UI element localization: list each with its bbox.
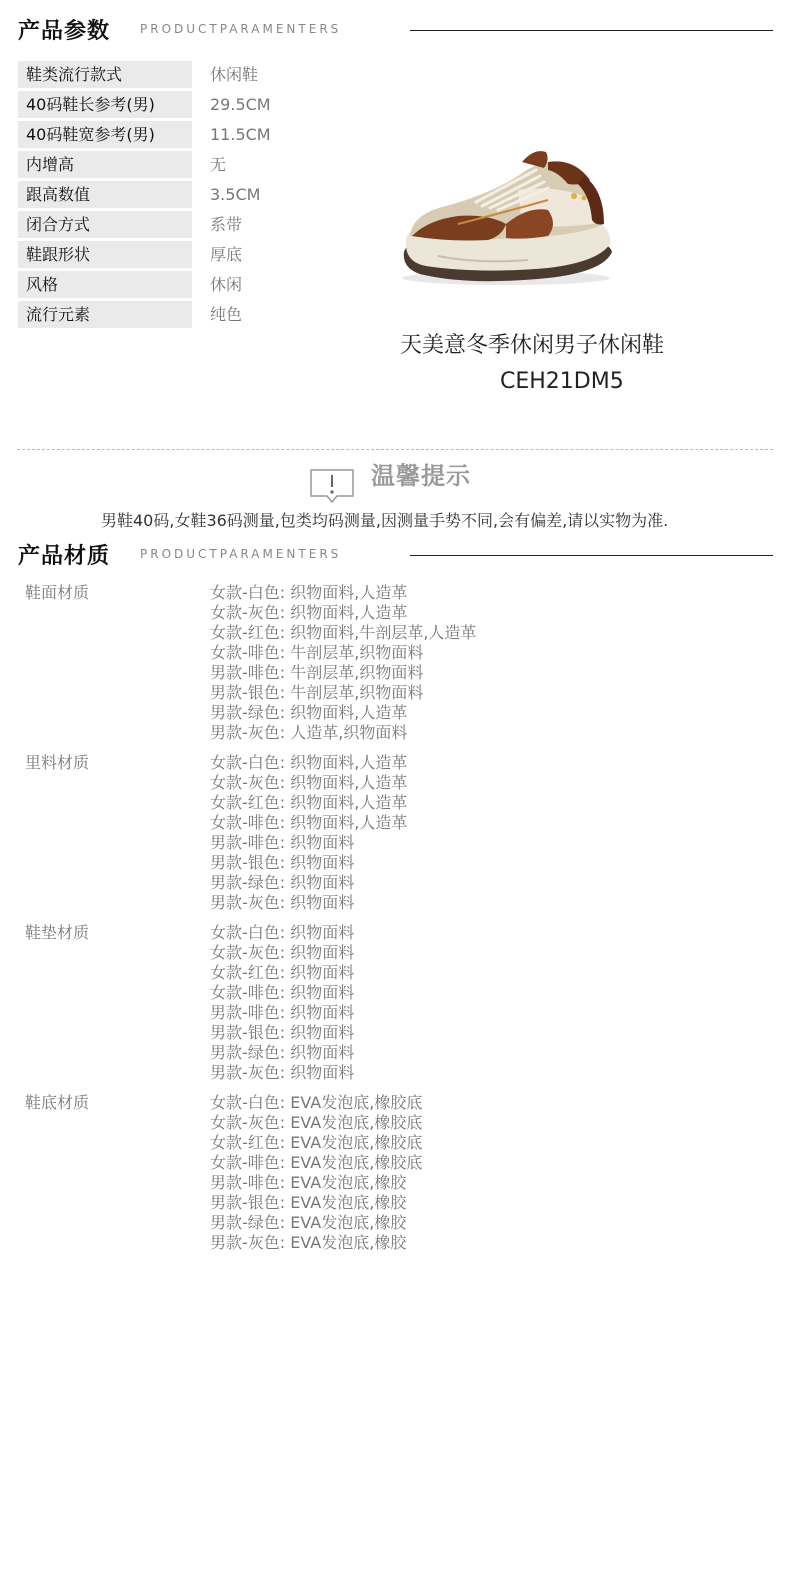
section-title: 产品材质 (18, 544, 111, 569)
section-title: 产品参数 (18, 19, 111, 44)
param-label: 40码鞋宽参考(男) (18, 121, 192, 148)
material-line: 女款-白色: 织物面料 (210, 923, 355, 942)
material-label: 鞋底材质 (25, 1093, 90, 1112)
param-label: 流行元素 (18, 301, 192, 328)
material-line: 女款-啡色: 织物面料 (210, 983, 355, 1002)
param-value: 休闲 (210, 275, 243, 294)
material-line: 女款-灰色: 织物面料 (210, 943, 355, 962)
material-label: 里料材质 (25, 753, 90, 772)
material-line: 男款-绿色: 织物面料 (210, 1043, 355, 1062)
section-header-materials (0, 531, 790, 571)
parameters-table (18, 60, 378, 330)
material-line: 女款-啡色: 织物面料,人造革 (210, 813, 408, 832)
material-line: 男款-啡色: 织物面料 (210, 833, 355, 852)
param-label: 鞋类流行款式 (18, 61, 192, 88)
material-line: 男款-灰色: 人造革,织物面料 (210, 723, 408, 742)
material-line: 女款-啡色: EVA发泡底,橡胶底 (210, 1153, 423, 1172)
material-line: 男款-绿色: 织物面料 (210, 873, 355, 892)
param-label: 跟高数值 (18, 181, 192, 208)
product-code: CEH21DM5 (500, 369, 624, 394)
param-row (18, 120, 378, 150)
material-line: 男款-灰色: 织物面料 (210, 893, 355, 912)
material-group (18, 1093, 758, 1263)
product-image (398, 140, 620, 290)
divider (410, 30, 773, 31)
param-label: 40码鞋长参考(男) (18, 91, 192, 118)
material-lines (210, 923, 354, 1083)
exclamation-speech-bubble-icon (309, 468, 355, 504)
param-row (18, 150, 378, 180)
param-value: 3.5CM (210, 185, 261, 204)
material-lines (210, 1093, 422, 1253)
material-group (18, 753, 758, 923)
product-name: 天美意冬季休闲男子休闲鞋 (400, 333, 665, 358)
material-line: 女款-灰色: 织物面料,人造革 (210, 603, 408, 622)
param-row (18, 270, 378, 300)
param-label: 鞋跟形状 (18, 241, 192, 268)
material-label: 鞋面材质 (25, 583, 90, 602)
param-value: 纯色 (210, 305, 243, 324)
param-value: 11.5CM (210, 125, 271, 144)
param-value: 29.5CM (210, 95, 271, 114)
material-group (18, 923, 758, 1093)
section-header-parameters (0, 6, 790, 46)
material-line: 女款-白色: 织物面料,人造革 (210, 583, 408, 602)
material-label: 鞋垫材质 (25, 923, 90, 942)
param-value: 系带 (210, 215, 243, 234)
material-lines (210, 753, 407, 913)
material-line: 男款-银色: 牛剖层革,织物面料 (210, 683, 424, 702)
param-value: 无 (210, 155, 227, 174)
material-line: 女款-红色: 织物面料 (210, 963, 355, 982)
material-line: 女款-啡色: 牛剖层革,织物面料 (210, 643, 424, 662)
material-line: 女款-白色: 织物面料,人造革 (210, 753, 408, 772)
param-value: 厚底 (210, 245, 243, 264)
material-line: 男款-啡色: EVA发泡底,橡胶 (210, 1173, 407, 1192)
material-lines (210, 583, 476, 743)
param-row (18, 90, 378, 120)
materials-list (18, 583, 758, 1263)
param-row (18, 210, 378, 240)
divider (410, 555, 773, 556)
param-value: 休闲鞋 (210, 65, 259, 84)
notice-text: 男鞋40码,女鞋36码测量,包类均码测量,因测量手势不同,会有偏差,请以实物为准. (101, 511, 669, 530)
dashed-divider (17, 449, 773, 450)
notice-title: 温馨提示 (371, 462, 471, 490)
material-line: 男款-绿色: EVA发泡底,橡胶 (210, 1213, 407, 1232)
material-line: 男款-啡色: 牛剖层革,织物面料 (210, 663, 424, 682)
param-label: 内增高 (18, 151, 192, 178)
material-line: 女款-白色: EVA发泡底,橡胶底 (210, 1093, 423, 1112)
material-line: 男款-灰色: EVA发泡底,橡胶 (210, 1233, 407, 1252)
param-label: 风格 (18, 271, 192, 298)
material-line: 女款-灰色: 织物面料,人造革 (210, 773, 408, 792)
material-line: 女款-灰色: EVA发泡底,橡胶底 (210, 1113, 423, 1132)
param-row (18, 300, 378, 330)
param-row (18, 180, 378, 210)
material-line: 女款-红色: 织物面料,牛剖层革,人造革 (210, 623, 477, 642)
section-subtitle: PRODUCTPARAMENTERS (140, 547, 342, 561)
material-line: 男款-银色: 织物面料 (210, 1023, 355, 1042)
param-row (18, 240, 378, 270)
material-line: 男款-啡色: 织物面料 (210, 1003, 355, 1022)
material-line: 男款-银色: EVA发泡底,橡胶 (210, 1193, 407, 1212)
material-group (18, 583, 758, 753)
material-line: 男款-绿色: 织物面料,人造革 (210, 703, 408, 722)
param-row (18, 60, 378, 90)
param-label: 闭合方式 (18, 211, 192, 238)
material-line: 女款-红色: 织物面料,人造革 (210, 793, 408, 812)
section-subtitle: PRODUCTPARAMENTERS (140, 22, 342, 36)
material-line: 女款-红色: EVA发泡底,橡胶底 (210, 1133, 423, 1152)
material-line: 男款-银色: 织物面料 (210, 853, 355, 872)
material-line: 男款-灰色: 织物面料 (210, 1063, 355, 1082)
